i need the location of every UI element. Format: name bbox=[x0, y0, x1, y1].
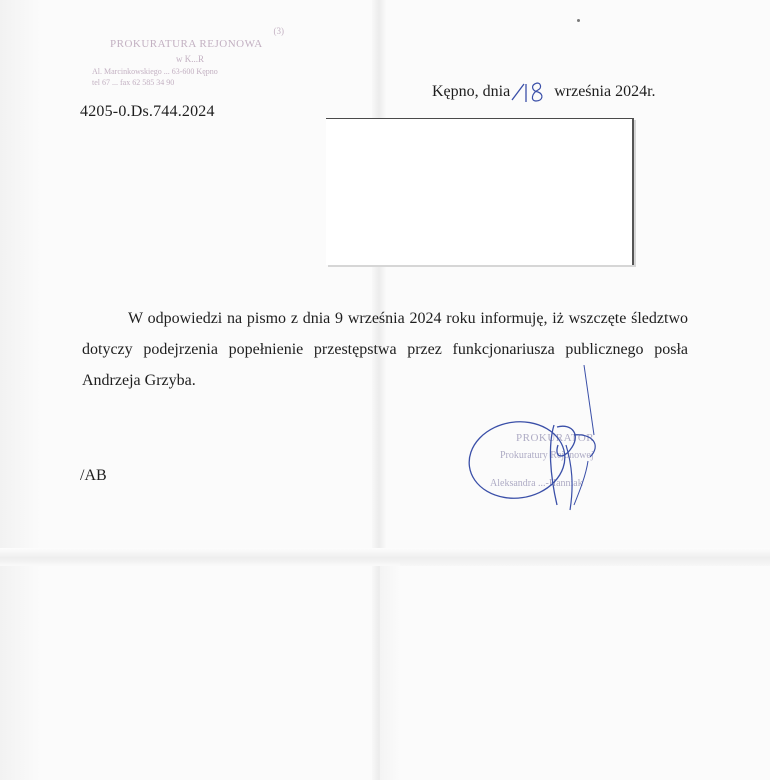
prosecutor-office-stamp bbox=[78, 26, 288, 96]
redacted-addressee-box bbox=[326, 118, 634, 265]
author-initials: /AB bbox=[80, 467, 107, 484]
stamp-address: Al. Marcinkowskiego ... 63-600 Kępno bbox=[92, 67, 218, 76]
signature-stamp-name: Aleksandra ...-Hanniak bbox=[490, 478, 583, 489]
stamp-phone: tel 67 ... fax 62 585 34 90 bbox=[92, 78, 175, 87]
date-suffix: września 2024r. bbox=[554, 83, 656, 100]
vertical-fold-lower bbox=[380, 555, 400, 780]
horizontal-fold-shadow bbox=[0, 560, 400, 566]
paper-shadow bbox=[0, 0, 40, 780]
stamp-city: w K...R bbox=[176, 54, 205, 64]
stamp-organization: PROKURATURA REJONOWA bbox=[110, 38, 263, 50]
stamp-number: (3) bbox=[273, 26, 284, 36]
handwritten-signature bbox=[462, 365, 642, 515]
date-place-prefix: Kępno, dnia bbox=[432, 83, 511, 100]
signature-stamp-title: PROKURATOR bbox=[516, 432, 595, 444]
body-paragraph: W odpowiedzi na pismo z dnia 9 września 2024 roku informuję, iż wszczęte śledztwo dotyczy podejrzenia popełnienie przestępstwa przez funkcjonariusza publicznego posła Andrzeja Grzyba. bbox=[82, 310, 688, 389]
handwritten-day bbox=[510, 80, 554, 100]
case-number: 4205-0.Ds.744.2024 bbox=[80, 103, 215, 120]
date-line bbox=[432, 80, 656, 101]
paper-speck bbox=[577, 19, 580, 22]
signature-stamp-office: Prokuratury Rejonowej bbox=[500, 450, 594, 461]
